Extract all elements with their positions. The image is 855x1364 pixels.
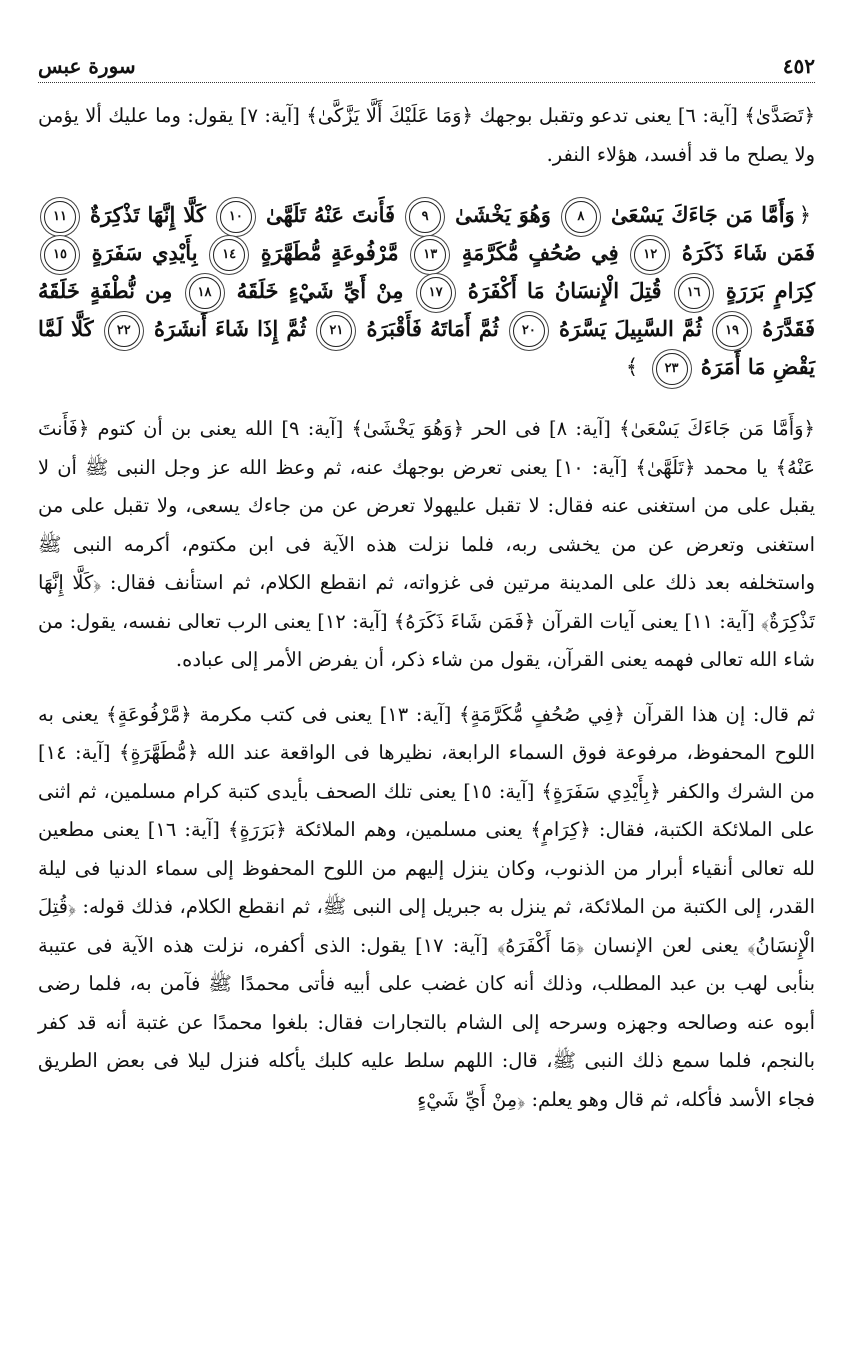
verse-text: مَّرْفُوعَةٍ مُّطَهَّرَةٍ bbox=[251, 240, 399, 265]
verse-number-marker: ١٠ bbox=[220, 201, 252, 233]
verse-number-marker: ١٥ bbox=[44, 239, 76, 271]
commentary-paragraph-2: ثم قال: إن هذا القرآن ﴿فِي صُحُفٍ مُّكَرَّمَةٍ﴾ [آية: ١٣] يعنى فى كتب مكرمة ﴿مَّرْفُوعَةٍ﴾ يعنى به اللوح المحفوظ، مرفوعة فوق السماء الرابعة، نظيرها فى الواقعة عند الله ﴿مُّطَهَّرَةٍ﴾ [آية: ١٤] من الشرك والكفر ﴿بِأَيْدِي سَفَرَةٍ﴾ [آية: ١٥] يعنى تلك الصحف بأيدى كتبة كرام مسلمين، ثم اثنى على الملائكة الكتبة، فقال: ﴿كِرَامٍ﴾ يعنى مسلمين، وهم الملائكة ﴿بَرَرَةٍ﴾ [آية: ١٦] يعنى مطعين لله تعالى أنقياء أبرار من الذنوب، وكان ينزل إليهم من اللوح المحفوظ إلى سماء الدنيا فى ليلة القدر، إلى الكتبة من الملائكة، ثم ينزل به جبريل إلى النبى ﷺ، ثم انقطع الكلام، فذلك قوله: ﴿قُتِلَ الْإِنسَانُ﴾ يعنى لعن الإنسان ﴿مَا أَكْفَرَهُ﴾ [آية: ١٧] يقول: الذى أكفره، نزلت هذه الآية فى عتيبة بنأبى لهب بن عبد المطلب، وذلك أنه كان غضب على أبيه فأتى محمدًا ﷺ فآمن به، فلما رضى أبوه عنه وصالحه وجهزه وسرحه إلى الشام بالتجارات فقال: بلغوا محمدًا عن غتبة أنه قد كفر بالنجم، فلما سمع ذلك النبى ﷺ، قال: اللهم سلط عليه كلبك يأكله فنزل ليلا فى بعض الطريق فجاء الأسد فأكله، ثم قال وهو يعلم: ﴿مِنْ أَيِّ شَيْءٍ bbox=[38, 702, 815, 1111]
quran-verses-block bbox=[38, 196, 815, 386]
verse-number-marker: ٨ bbox=[565, 201, 597, 233]
verse-text: قُتِلَ الْإِنسَانُ مَا أَكْفَرَهُ bbox=[457, 278, 662, 303]
verse-text: فَمَن شَاءَ ذَكَرَهُ bbox=[672, 240, 816, 265]
verse-number-marker: ١١ bbox=[44, 201, 76, 233]
verse-number-marker: ١٤ bbox=[213, 239, 245, 271]
verse-number-marker: ١٩ bbox=[716, 315, 748, 347]
verse-number-marker: ١٨ bbox=[189, 277, 221, 309]
surah-title: سورة عبس bbox=[38, 54, 136, 78]
verse-text: فَأَنتَ عَنْهُ تَلَهَّىٰ bbox=[257, 202, 396, 227]
verse-number-marker: ١٦ bbox=[678, 277, 710, 309]
verse-number-marker: ٩ bbox=[409, 201, 441, 233]
verse-number-marker: ٢٠ bbox=[513, 315, 545, 347]
verse-number-marker: ٢١ bbox=[320, 315, 352, 347]
verse-number-marker: ٢٣ bbox=[656, 353, 688, 385]
verse-text: بِأَيْدِي سَفَرَةٍ bbox=[82, 240, 198, 265]
verse-text: ثُمَّ إِذَا شَاءَ أَنشَرَهُ bbox=[145, 316, 307, 341]
verse-close-bracket: ﴾ bbox=[625, 355, 639, 379]
verse-text: كَلَّا إِنَّهَا تَذْكِرَةٌ bbox=[82, 202, 206, 227]
verse-text: كِرَامٍ بَرَرَةٍ bbox=[715, 278, 816, 303]
verse-number-marker: ١٧ bbox=[420, 277, 452, 309]
intro-paragraph: ﴿تَصَدَّىٰ﴾ [آية: ٦] يعنى تدعو وتقبل بوجهك ﴿وَمَا عَلَيْكَ أَلَّا يَزَّكَّىٰ﴾ [آية: ٧] يقول: وما عليك ألا يؤمن ولا يصلح ما قد أفسد، هؤلاء النفر. bbox=[38, 104, 816, 166]
verse-number-marker: ١٣ bbox=[414, 239, 446, 271]
verse-number-marker: ٢٢ bbox=[108, 315, 140, 347]
verse-text: وَأَمَّا مَن جَاءَكَ يَسْعَىٰ bbox=[602, 202, 795, 227]
verse-text: وَهُوَ يَخْشَىٰ bbox=[447, 202, 551, 227]
verse-text: ثُمَّ أَمَاتَهُ فَأَقْبَرَهُ bbox=[358, 316, 499, 341]
verse-text: مِن نُّطْفَةٍ خَلَقَهُ فَقَدَّرَهُ bbox=[38, 278, 816, 341]
commentary-paragraph-1: ﴿وَأَمَّا مَن جَاءَكَ يَسْعَىٰ﴾ [آية: ٨] فى الحر ﴿وَهُوَ يَخْشَىٰ﴾ [آية: ٩] الله يعنى بن أن كتوم ﴿فَأَنتَ عَنْهُ﴾ يا محمد ﴿تَلَهَّىٰ﴾ [آية: ١٠] يعنى تعرض بوجهك عنه، ثم وعظ الله عز وجل النبى ﷺ أن لا يقبل على من استغنى عنه فقال: لا تقبل عليهولا تعرض عن من جاءك يسعى، ولا تقبل على من استغنى وتعرض عن من يخشى ربه، فلما نزلت هذه الآية فى ابن مكتوم، أكرمه النبى ﷺ واستخلفه بعد ذلك على المدينة مرتين فى غزواته، ثم انقطع الكلام، ثم استأنف فقال: ﴿كَلَّا إِنَّهَا تَذْكِرَةٌ﴾ [آية: ١١] يعنى آيات القرآن ﴿فَمَن شَاءَ ذَكَرَهُ﴾ [آية: ١٢] يعنى الرب تعالى نفسه، يقول: من شاء الله تعالى فهمه يعنى القرآن، يقول من شاء ذكر، أن يفرض الأمر إلى عباده. bbox=[38, 417, 815, 671]
verse-text: كَلَّا لَمَّا يَقْضِ مَا أَمَرَهُ bbox=[38, 316, 815, 379]
page-number: ٤٥٢ bbox=[782, 54, 815, 78]
verse-text: ثُمَّ السَّبِيلَ يَسَّرَهُ bbox=[550, 316, 702, 341]
verse-text: مِنْ أَيِّ شَيْءٍ خَلَقَهُ bbox=[226, 278, 404, 303]
verse-text: فِي صُحُفٍ مُّكَرَّمَةٍ bbox=[452, 240, 619, 265]
verse-open-bracket: ﴿ bbox=[798, 203, 811, 227]
verse-number-marker: ١٢ bbox=[634, 239, 666, 271]
running-header bbox=[38, 54, 815, 83]
